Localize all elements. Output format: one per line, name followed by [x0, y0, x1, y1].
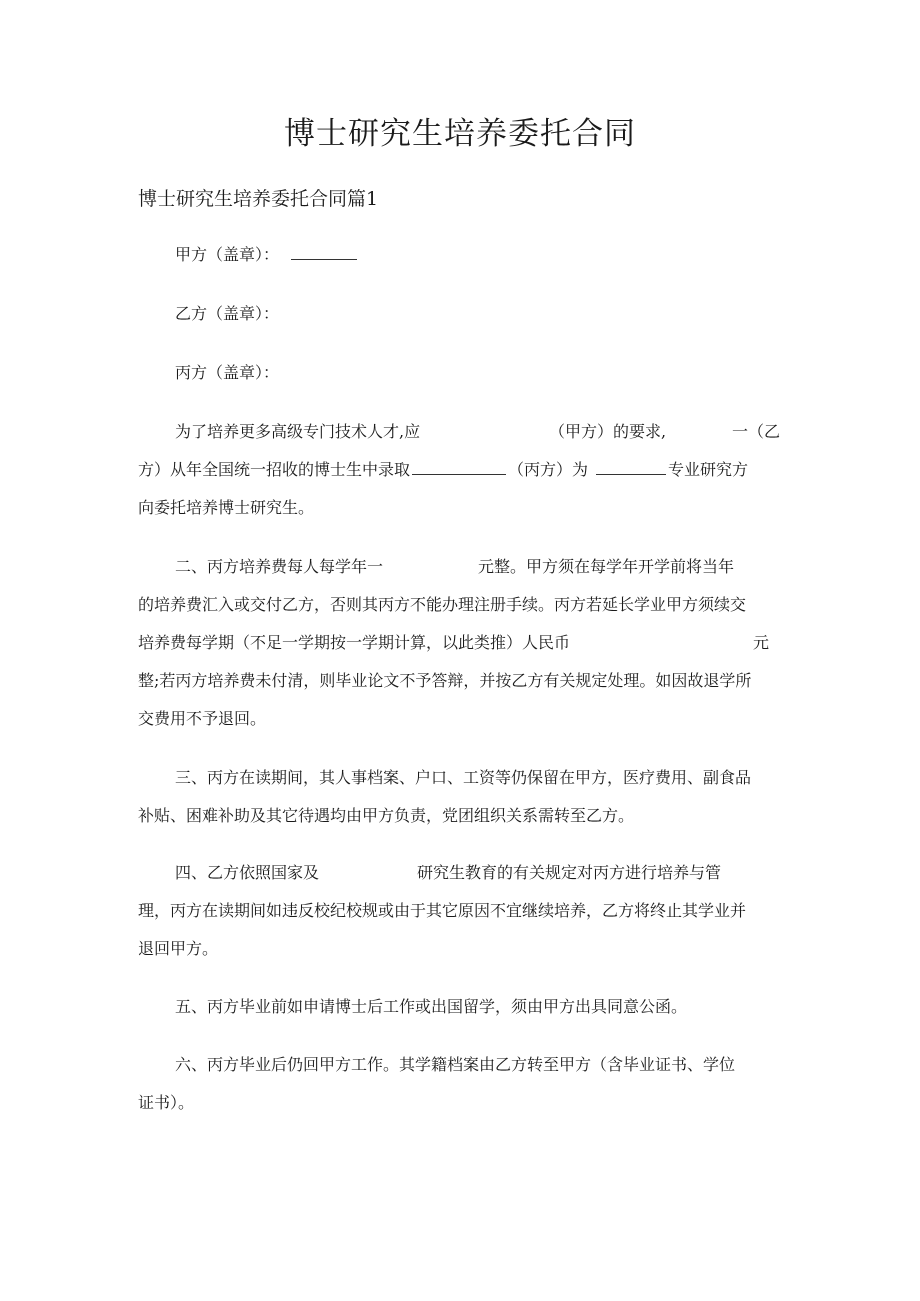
paragraph-1-line-1c: 一（乙	[732, 422, 781, 441]
party-b-label: 乙方（盖章）：	[175, 304, 280, 323]
paragraph-6-line-1: 六、丙方毕业后仍回甲方工作。其学籍档案由乙方转至甲方（含毕业证书、学位	[175, 1055, 736, 1074]
paragraph-2-line-3: 培养费每学期（不足一学期按一学期计算，以此类推）人民币	[138, 633, 571, 652]
paragraph-2-line-2: 的培养费汇入或交付乙方，否则其丙方不能办理注册手续。丙方若延长学业甲方须续交	[138, 595, 747, 614]
party-b-line	[175, 301, 279, 324]
paragraph-4-line-1b: 研究生教育的有关规定对丙方进行培养与管	[417, 863, 722, 882]
document-title: 博士研究生培养委托合同	[284, 116, 636, 152]
paragraph-4-line-2: 理，丙方在读期间如违反校纪校规或由于其它原因不宜继续培养，乙方将终止其学业并	[138, 901, 747, 920]
party-a-label: 甲方（盖章）：	[175, 245, 280, 264]
paragraph-2-line-4: 整;若丙方培养费未付清，则毕业论文不予答辩，并按乙方有关规定处理。如因故退学所	[138, 671, 752, 690]
section-heading: 博士研究生培养委托合同篇1	[138, 188, 379, 210]
party-c-line	[175, 360, 279, 383]
paragraph-5-line-1: 五、丙方毕业前如申请博士后工作或出国留学，须由甲方出具同意公函。	[175, 997, 688, 1016]
party-a-line	[175, 242, 357, 265]
paragraph-4-line-3: 退回甲方。	[138, 939, 219, 958]
blank-field	[596, 458, 666, 475]
paragraph-4-line-1: 四、乙方依照国家及	[175, 863, 320, 882]
party-a-blank	[291, 243, 357, 260]
paragraph-6-line-2: 证书）。	[138, 1093, 195, 1112]
paragraph-3-line-2: 补贴、困难补助及其它待遇均由甲方负责，党团组织关系需转至乙方。	[138, 806, 635, 825]
paragraph-2-line-3b: 元	[753, 633, 770, 652]
paragraph-2-line-5: 交费用不予退回。	[138, 709, 267, 728]
paragraph-2-line-1b: 元整。甲方须在每学年开学前将当年	[478, 557, 735, 576]
paragraph-1-line-1: 为了培养更多高级专门技术人才,应	[175, 422, 421, 441]
paragraph-1-line-1b: （甲方）的要求,	[549, 422, 667, 441]
paragraph-1-line-2: 方）从年全国统一招收的博士生中录取 （丙方）为 专业研究方	[138, 460, 749, 479]
paragraph-2-line-1: 二、丙方培养费每人每学年一	[175, 557, 384, 576]
paragraph-1-line-3: 向委托培养博士研究生。	[138, 498, 315, 517]
paragraph-3-line-1: 三、丙方在读期间，其人事档案、户口、工资等仍保留在甲方，医疗费用、副食品	[175, 768, 752, 787]
party-c-label: 丙方（盖章）：	[175, 363, 280, 382]
blank-field	[412, 458, 506, 475]
